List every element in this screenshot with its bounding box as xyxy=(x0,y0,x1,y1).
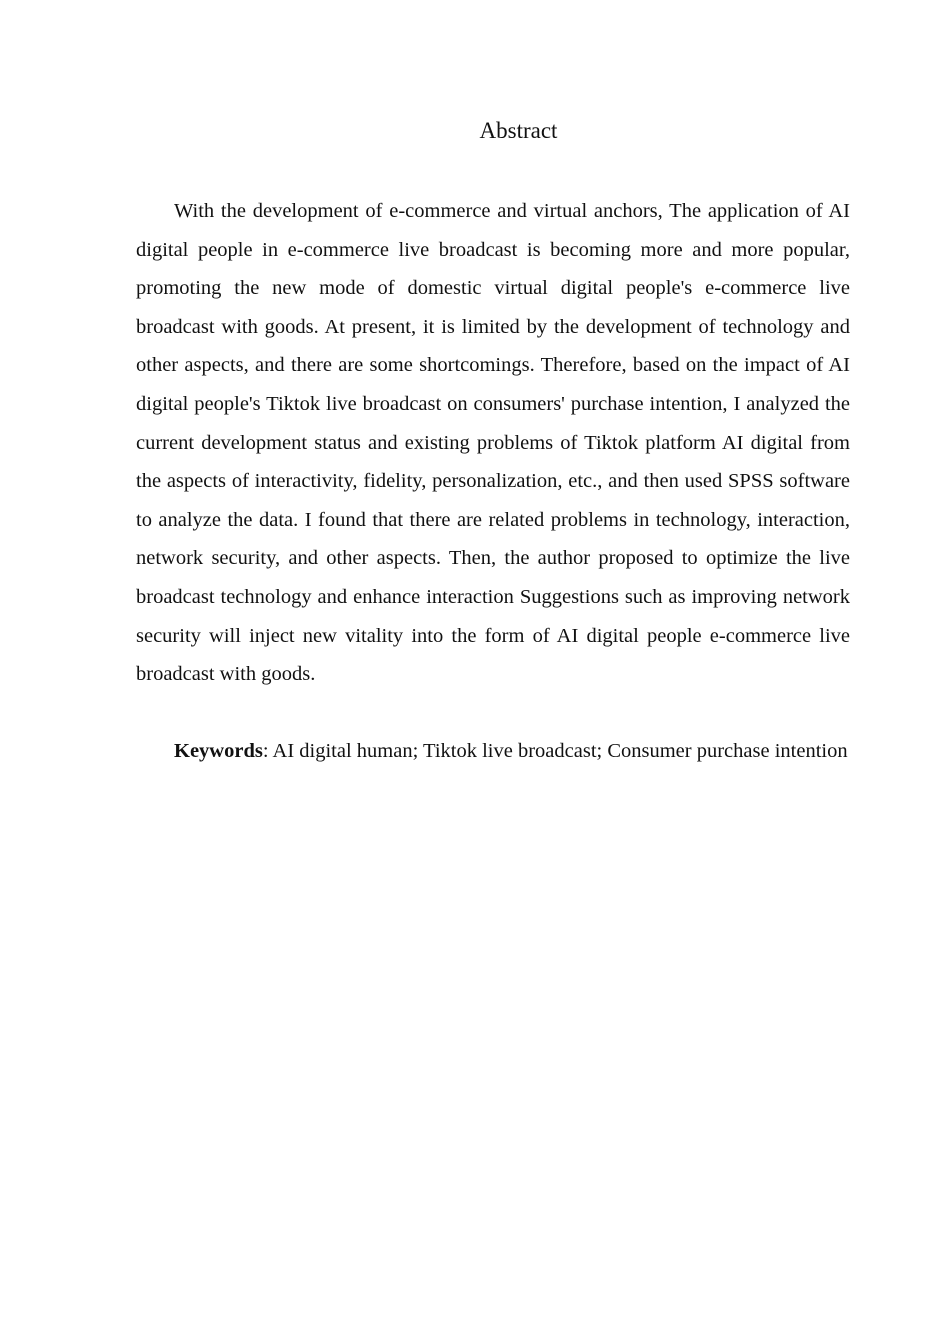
keywords-paragraph xyxy=(136,732,850,771)
keywords-text: AI digital human; Tiktok live broadcast; Consumer purchase intention xyxy=(272,740,848,762)
keywords-label: Keywords xyxy=(174,740,263,762)
abstract-title: Abstract xyxy=(479,118,558,143)
abstract-paragraph: With the development of e-commerce and virtual anchors, The application of AI digital people in e-commerce live broadcast is becoming more and more popular, promoting the new mode of domestic virtual digital people's e-commerce live broadcast with goods. At present, it is limited by the development of technology and other aspects, and there are some shortcomings. Therefore, based on the impact of AI digital people's Tiktok live broadcast on consumers' purchase intention, I analyzed the current development status and existing problems of Tiktok platform AI digital from the aspects of interactivity, fidelity, personalization, etc., and then used SPSS software to analyze the data. I found that there are related problems in technology, interaction, network security, and other aspects. Then, the author proposed to optimize the live broadcast technology and enhance interaction Suggestions such as improving network security will inject new vitality into the form of AI digital people e-commerce live broadcast with goods. xyxy=(136,200,850,686)
keywords-separator: : xyxy=(262,740,273,762)
